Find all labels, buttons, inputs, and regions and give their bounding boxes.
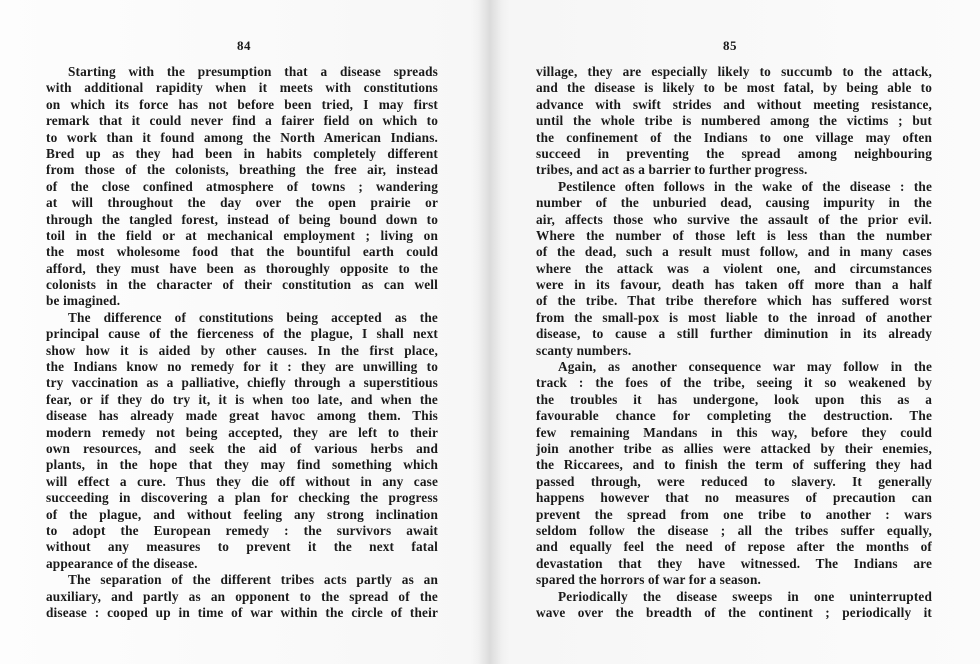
text-line: track : the foes of the tribe, seeing it so weakened by <box>536 375 932 391</box>
text-line: of the plague, and without feeling any strong inclination <box>46 506 438 522</box>
text-line: appearance of the disease. <box>46 555 198 571</box>
text-line: the most wholesome food that the bountiful earth could <box>46 244 438 260</box>
text-line: where the attack was a violent one, and circumstances <box>536 260 932 276</box>
text-line: advance with swift strides and without meeting resistance, <box>536 96 932 112</box>
text-line: The separation of the different tribes acts partly as an <box>68 572 438 588</box>
text-line: be imagined. <box>46 293 121 309</box>
text-line: without any measures to prevent it the next fatal <box>46 539 438 555</box>
text-line: disease has already made great havoc among them. This <box>46 408 438 424</box>
right-page <box>490 0 980 664</box>
text-line: from those of the colonists, breathing the free air, instead <box>46 162 438 178</box>
text-line: until the whole tribe is numbered among the victims ; but <box>536 113 932 129</box>
text-line: scanty numbers. <box>536 342 632 358</box>
text-line: were in its favour, death has taken off more than a half <box>536 277 932 293</box>
text-line: colonists in the character of their constitution as can well <box>46 277 438 293</box>
text-line: the troubles it has undergone, look upon this as a <box>536 391 932 407</box>
text-line: through the tangled forest, instead of being bound down to <box>46 211 438 227</box>
text-line: fear, or if they do try it, it is when too late, and when the <box>46 391 438 407</box>
text-line: and equally feel the need of repose after the months of <box>536 539 932 555</box>
text-line: village, they are especially likely to succumb to the attack, <box>536 64 932 79</box>
text-line: on which its force has not before been tried, I may first <box>46 96 438 112</box>
text-line: modern remedy not being accepted, they are left to their <box>46 424 438 440</box>
text-line: favourable chance for completing the destruction. The <box>536 408 932 424</box>
text-line: and the disease is likely to be most fatal, by being able to <box>536 80 932 96</box>
text-line: with additional rapidity when it meets with constitutions <box>46 80 438 96</box>
text-line: disease, to cause a still further diminution in its already <box>536 326 932 342</box>
text-line: prevent the spread from one tribe to another : wars <box>536 506 932 522</box>
text-line: of the close confined atmosphere of towns ; wandering <box>46 178 438 194</box>
text-line: disease : cooped up in time of war within the circle of their <box>46 604 438 620</box>
text-line: Where the number of those left is less than the number <box>536 227 932 243</box>
text-line: number of the unburied dead, causing impurity in the <box>536 195 932 211</box>
right-page-number: 85 <box>723 38 737 53</box>
text-line: to work than it found among the North American Indians. <box>46 129 438 145</box>
text-line: the Riccarees, and to finish the term of suffering they had <box>536 457 932 473</box>
text-line: at will throughout the day over the open prairie or <box>46 195 438 211</box>
text-line: will effect a cure. Thus they die off without in any case <box>46 473 438 489</box>
right-page-text <box>536 64 932 621</box>
text-line: plants, in the hope that they may find something which <box>46 457 438 473</box>
text-line: auxiliary, and partly as an opponent to the spread of the <box>46 588 438 604</box>
text-line: Periodically the disease sweeps in one uninterrupted <box>558 588 932 604</box>
text-line: spared the horrors of war for a season. <box>536 572 761 588</box>
text-line: own resources, and seek the aid of various herbs and <box>46 440 438 456</box>
text-line: to adopt the European remedy : the survivors await <box>46 522 438 538</box>
text-line: few remaining Mandans in this way, before they could <box>536 424 932 440</box>
text-line: Again, as another consequence war may follow in the <box>558 359 932 375</box>
text-line: from the small-pox is most liable to the inroad of another <box>536 309 932 325</box>
text-line: try vaccination as a palliative, chiefly through a superstitious <box>46 375 438 391</box>
text-line: seldom follow the disease ; all the tribes suffer equally, <box>536 522 932 538</box>
text-line: The difference of constitutions being accepted as the <box>68 309 438 325</box>
text-line: of the tribe. That tribe therefore which has suffered worst <box>536 293 932 309</box>
text-line: happens however that no measures of precaution can <box>536 490 932 506</box>
text-line: air, affects those who survive the assault of the prior evil. <box>536 211 932 227</box>
text-line: passed through, were reduced to slavery. It generally <box>536 473 932 489</box>
left-page-text <box>46 64 438 621</box>
text-line: tribes, and act as a barrier to further progress. <box>536 162 808 178</box>
left-page-number: 84 <box>237 38 251 53</box>
text-line: principal cause of the fierceness of the plague, I shall next <box>46 326 438 342</box>
text-line: Pestilence often follows in the wake of the disease : the <box>558 178 932 194</box>
text-line: of the dead, such a result must follow, and in many cases <box>536 244 932 260</box>
text-line: remark that it could never find a fairer field on which to <box>46 113 438 129</box>
text-line: Starting with the presumption that a disease spreads <box>68 64 438 79</box>
text-line: the confinement of the Indians to one village may often <box>536 129 932 145</box>
text-line: afford, they must have been as thoroughly opposite to the <box>46 260 438 276</box>
text-line: devastation that they have witnessed. The Indians are <box>536 555 932 571</box>
text-line: join another tribe as allies were attacked by their enemies, <box>536 440 932 456</box>
text-line: wave over the breadth of the continent ; periodically it <box>536 604 932 620</box>
text-line: show how it is aided by other causes. In the first place, <box>46 342 438 358</box>
text-line: succeeding in discovering a plan for checking the progress <box>46 490 438 506</box>
text-line: the Indians know no remedy for it : they are unwilling to <box>46 359 438 375</box>
text-line: toil in the field or at mechanical employment ; living on <box>46 227 438 243</box>
text-line: Bred up as they had been in habits completely different <box>46 145 438 161</box>
text-line: succeed in preventing the spread among neighbouring <box>536 145 932 161</box>
